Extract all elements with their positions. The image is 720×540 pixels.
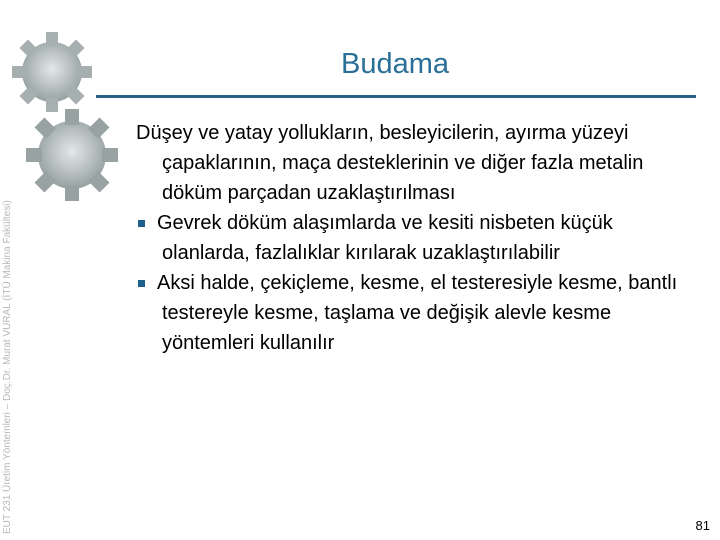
slide-title: Budama: [340, 48, 449, 80]
paragraph: [136, 118, 696, 208]
page-number: 81: [695, 518, 710, 533]
side-note: EUT 231 Üretim Yöntemleri – Doç.Dr. Murat VURAL (İTÜ Makina Fakültesi): [2, 200, 13, 534]
slide-body: [136, 118, 696, 358]
gears-decoration: [0, 0, 140, 240]
bullet-item: [136, 208, 696, 268]
bullet-item: [136, 268, 696, 358]
bullet-text: Gevrek döküm alaşımlarda ve kesiti nisbeten küçük olanlarda, fazlalıklar kırılarak uzaklaştırılabilir: [157, 212, 613, 264]
gear-icon: [12, 32, 92, 112]
title-rule: [96, 95, 696, 98]
gear-icon: [26, 109, 118, 201]
paragraph-text: Düşey ve yatay yollukların, besleyicilerin, ayırma yüzeyi çapaklarının, maça desteklerinin ve diğer fazla metalin döküm parçadan uzaklaştırılması: [136, 122, 644, 204]
square-bullet-icon: [138, 220, 145, 227]
bullet-text: Aksi halde, çekiçleme, kesme, el testeresiyle kesme, bantlı testereyle kesme, taşlama ve değişik alevle kesme yöntemleri kullanılır: [157, 272, 678, 354]
square-bullet-icon: [138, 280, 145, 287]
